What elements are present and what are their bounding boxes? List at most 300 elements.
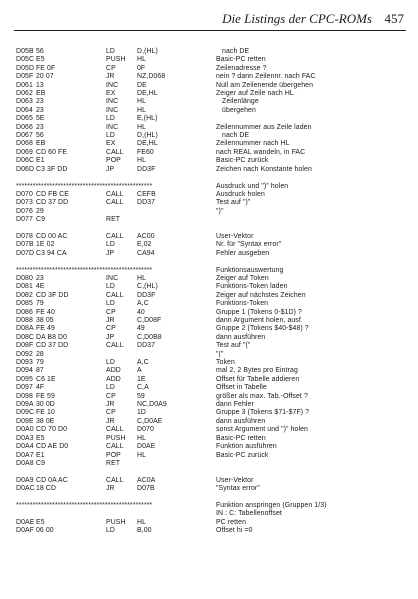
comment: nach REAL wandeln, in FAC [216, 148, 306, 156]
operand: DE,HL [137, 140, 158, 148]
comment: Offset für Tabelle addieren [216, 375, 300, 383]
comment: mal 2, 2 Bytes pro Eintrag [216, 367, 298, 375]
address: D05F [16, 73, 34, 81]
opcode-mnemonic: POP [106, 157, 121, 165]
machine-code-bytes: E5 [36, 518, 45, 526]
listing-line [16, 342, 408, 350]
comment: Gruppe 2 (Tokens $40-$48) ? [216, 325, 309, 333]
listing-line [16, 435, 408, 443]
listing-line [16, 334, 408, 342]
listing-line [16, 359, 408, 367]
address: D05D [16, 64, 35, 72]
machine-code-bytes: EB [36, 90, 46, 98]
address: D094 [16, 367, 33, 375]
comment: User-Vektor [216, 232, 254, 240]
machine-code-bytes: C6 1E [36, 375, 56, 383]
opcode-mnemonic: INC [106, 81, 119, 89]
comment: Zeilennummer nach HL [216, 140, 290, 148]
machine-code-bytes: 1E 02 [36, 241, 55, 249]
listing-line [16, 418, 408, 426]
machine-code-bytes: 23 [36, 123, 44, 131]
listing-line [16, 519, 408, 527]
opcode-mnemonic: CALL [106, 148, 124, 156]
comment: Basic-PC retten [216, 434, 266, 442]
listing-line [16, 443, 408, 451]
listing-line [16, 325, 408, 333]
address: D08A [16, 325, 34, 333]
machine-code-bytes: CD AE D0 [36, 443, 69, 451]
opcode-mnemonic: RET [106, 459, 121, 467]
address: D092 [16, 350, 33, 358]
machine-code-bytes: 06 00 [36, 527, 54, 535]
operand: D070 [137, 426, 154, 434]
comment: "Syntax error" [216, 485, 260, 493]
comment: "(" [216, 350, 224, 358]
address: D061 [16, 81, 33, 89]
opcode-mnemonic: POP [106, 451, 121, 459]
address: D06C [16, 157, 35, 165]
listing-line [16, 401, 408, 409]
operand: D0AE [137, 443, 156, 451]
opcode-mnemonic: EX [106, 140, 116, 148]
comment: Zeiger auf Zeile nach HL [216, 90, 294, 98]
machine-code-bytes: CD 00 AC [36, 232, 68, 240]
listing-line [16, 107, 408, 115]
comment: Ausdruck holen [216, 190, 265, 198]
comment: Zeilenadresse ? [216, 64, 267, 72]
opcode-mnemonic: CALL [106, 443, 124, 451]
section-separator [16, 183, 408, 191]
opcode-mnemonic: CALL [106, 199, 124, 207]
address: D077 [16, 216, 33, 224]
address: D081 [16, 283, 33, 291]
machine-code-bytes: 87 [36, 367, 44, 375]
address: D09A [16, 401, 34, 409]
opcode-mnemonic: INC [106, 123, 119, 131]
address: D0A4 [16, 443, 34, 451]
operand: HL [137, 451, 147, 459]
operand: A,C [137, 300, 149, 308]
operand: DD3F [137, 165, 156, 173]
comment: Gruppe 3 (Tokens $71-$7F) ? [216, 409, 310, 417]
listing-line [16, 65, 408, 73]
opcode-mnemonic: PUSH [106, 518, 126, 526]
address: D066 [16, 123, 33, 131]
opcode-mnemonic: CALL [106, 426, 124, 434]
machine-code-bytes: 38 0E [36, 417, 55, 425]
comment: Zeiger auf Token [216, 274, 269, 282]
blank-line [16, 225, 408, 233]
opcode-mnemonic: JR [106, 401, 115, 409]
comment: User-Vektor [216, 476, 254, 484]
operand: D,(HL) [137, 48, 158, 55]
operand: AC00 [137, 232, 155, 240]
listing-line [16, 98, 408, 106]
listing-line [16, 199, 408, 207]
comment: ")" [216, 207, 224, 215]
comment: Funktions-Token laden [216, 283, 288, 291]
listing-line [16, 241, 408, 249]
address: D097 [16, 384, 33, 392]
address: D07B [16, 241, 34, 249]
blank-line [16, 258, 408, 266]
opcode-mnemonic: JR [106, 485, 115, 493]
machine-code-bytes: 23 [36, 274, 44, 282]
opcode-mnemonic: CP [106, 325, 116, 333]
listing-line [16, 90, 408, 98]
opcode-mnemonic: JP [106, 333, 115, 341]
comment: Token [216, 359, 235, 367]
address: D082 [16, 291, 33, 299]
comment: nach DE [216, 132, 250, 140]
comment: nach DE [216, 48, 250, 55]
comment: Fehler ausgeben [216, 249, 270, 257]
address: D05C [16, 56, 35, 64]
address: D05B [16, 48, 34, 55]
address: D078 [16, 232, 33, 240]
machine-code-bytes: E5 [36, 434, 45, 442]
address: D0A9 [16, 476, 34, 484]
section-note-text: IN : C: Tabellenoffset [216, 510, 282, 518]
machine-code-bytes: 56 [36, 132, 44, 140]
page-number: 457 [384, 11, 404, 26]
separator-stars: ************************************************* [16, 501, 153, 509]
machine-code-bytes: E1 [36, 157, 45, 165]
comment: dann Argument holen, ausf. [216, 317, 303, 324]
operand: C,D0B8 [137, 333, 162, 341]
machine-code-bytes: 28 [36, 350, 44, 358]
machine-code-bytes: C9 [36, 459, 46, 467]
operand: NC,D0A9 [137, 401, 167, 409]
comment: Gruppe 1 (Tokens 0-$1D) ? [216, 308, 302, 316]
listing-line [16, 216, 408, 224]
section-separator [16, 267, 408, 275]
comment: Funktions-Token [216, 300, 269, 308]
listing-line [16, 157, 408, 165]
machine-code-bytes: E1 [36, 451, 45, 459]
machine-code-bytes: C3 94 CA [36, 249, 67, 257]
operand: C,D0AE [137, 417, 163, 425]
listing-line [16, 132, 408, 140]
operand: D07B [137, 485, 155, 493]
machine-code-bytes: 4E [36, 283, 45, 291]
operand: HL [137, 434, 147, 442]
listing-line [16, 351, 408, 359]
comment: Offset in Tabelle [216, 384, 267, 392]
operand: C,D08F [137, 317, 162, 324]
assembler-listing [16, 48, 408, 536]
machine-code-bytes: CD FB CE [36, 190, 69, 198]
machine-code-bytes: EB [36, 140, 46, 148]
operand: 49 [137, 325, 145, 333]
listing-line [16, 73, 408, 81]
listing-line [16, 283, 408, 291]
machine-code-bytes: FE 0F [36, 64, 56, 72]
operand: NZ,D068 [137, 73, 166, 81]
address: D064 [16, 106, 33, 114]
address: D0A3 [16, 434, 34, 442]
operand: 0F [137, 64, 146, 72]
address: D08C [16, 333, 35, 341]
section-note [16, 510, 408, 518]
operand: CA94 [137, 249, 155, 257]
opcode-mnemonic: CALL [106, 232, 124, 240]
opcode-mnemonic: JR [106, 417, 115, 425]
operand: A,C [137, 359, 149, 367]
listing-line [16, 460, 408, 468]
machine-code-bytes: 23 [36, 106, 44, 114]
address: D068 [16, 140, 33, 148]
machine-code-bytes: 20 07 [36, 73, 54, 81]
machine-code-bytes: E5 [36, 56, 45, 64]
operand: HL [137, 56, 147, 64]
operand: A [137, 367, 142, 375]
opcode-mnemonic: CP [106, 64, 116, 72]
operand: 1E [137, 375, 146, 383]
machine-code-bytes: 5E [36, 115, 45, 123]
operand: DD3F [137, 291, 156, 299]
comment: Offset hi =0 [216, 527, 253, 535]
listing-line [16, 82, 408, 90]
operand: E,02 [137, 241, 152, 249]
machine-code-bytes: 38 05 [36, 317, 54, 324]
opcode-mnemonic: CP [106, 308, 116, 316]
comment: Basic-PC retten [216, 56, 266, 64]
listing-line [16, 191, 408, 199]
operand: HL [137, 274, 147, 282]
machine-code-bytes: 13 [36, 81, 44, 89]
machine-code-bytes: CD 37 DD [36, 199, 69, 207]
operand: HL [137, 518, 147, 526]
opcode-mnemonic: LD [106, 241, 116, 249]
address: D085 [16, 300, 33, 308]
listing-line [16, 115, 408, 123]
section-separator [16, 502, 408, 510]
listing-line [16, 367, 408, 375]
machine-code-bytes: FE 49 [36, 325, 55, 333]
address: D0AE [16, 518, 35, 526]
opcode-mnemonic: EX [106, 90, 116, 98]
opcode-mnemonic: LD [106, 300, 116, 308]
machine-code-bytes: 30 0D [36, 401, 55, 409]
operand: B,00 [137, 527, 152, 535]
comment: Zeichen nach Konstante holen [216, 165, 312, 173]
address: D086 [16, 308, 33, 316]
address: D098 [16, 392, 33, 400]
section-title: Funktionsauswertung [216, 266, 284, 274]
opcode-mnemonic: LD [106, 359, 116, 367]
address: D065 [16, 115, 33, 123]
listing-line [16, 317, 408, 325]
comment: dann ausführen [216, 417, 266, 425]
operand: FE60 [137, 148, 154, 156]
blank-line [16, 174, 408, 182]
address: D088 [16, 317, 33, 324]
section-title: Ausdruck und ")" holen [216, 182, 289, 190]
separator-stars: ************************************************* [16, 182, 153, 190]
machine-code-bytes: FE 40 [36, 308, 55, 316]
listing-line [16, 275, 408, 283]
separator-stars: ************************************************* [16, 266, 153, 274]
address: D0A0 [16, 426, 34, 434]
comment: Zeiger auf nächstes Zeichen [216, 291, 306, 299]
page-header [14, 8, 406, 31]
operand: DE [137, 81, 147, 89]
running-title: Die Listings der CPC-ROMs [222, 11, 372, 26]
operand: HL [137, 157, 147, 165]
address: D095 [16, 375, 33, 383]
listing-line [16, 384, 408, 392]
comment: Basic-PC zurück [216, 157, 269, 165]
address: D067 [16, 132, 33, 140]
comment: PC retten [216, 518, 247, 526]
comment: größer als max. Tab.-Offset ? [216, 392, 308, 400]
opcode-mnemonic: PUSH [106, 56, 126, 64]
address: D076 [16, 207, 33, 215]
machine-code-bytes: FE 10 [36, 409, 55, 417]
listing-line [16, 300, 408, 308]
comment: übergehen [216, 106, 256, 114]
address: D0AC [16, 485, 35, 493]
listing-line [16, 309, 408, 317]
address: D09C [16, 409, 35, 417]
machine-code-bytes: CD 3F DD [36, 291, 69, 299]
operand: DE,HL [137, 90, 158, 98]
machine-code-bytes: 23 [36, 98, 44, 106]
opcode-mnemonic: ADD [106, 367, 121, 375]
listing-line [16, 477, 408, 485]
listing-line [16, 56, 408, 64]
listing-line [16, 527, 408, 535]
machine-code-bytes: CD 60 FE [36, 148, 68, 156]
opcode-mnemonic: LD [106, 115, 116, 123]
listing-line [16, 166, 408, 174]
opcode-mnemonic: RET [106, 216, 121, 224]
comment: Funktion ausführen [216, 443, 277, 451]
operand: HL [137, 123, 147, 131]
opcode-mnemonic: INC [106, 274, 119, 282]
listing-line [16, 485, 408, 493]
machine-code-bytes: 29 [36, 207, 44, 215]
listing-line [16, 292, 408, 300]
address: D08F [16, 342, 34, 350]
address: D073 [16, 199, 33, 207]
operand: HL [137, 98, 147, 106]
machine-code-bytes: 4F [36, 384, 45, 392]
address: D0AF [16, 527, 35, 535]
listing-line [16, 124, 408, 132]
comment: Null am Zeilenende übergehen [216, 81, 314, 89]
opcode-mnemonic: LD [106, 48, 116, 55]
section-title: Funktion anspringen (Gruppen 1/3) [216, 501, 327, 509]
address: D093 [16, 359, 33, 367]
opcode-mnemonic: JP [106, 165, 115, 173]
comment: Test auf ")" [216, 199, 251, 207]
machine-code-bytes: CD 70 D0 [36, 426, 68, 434]
address: D062 [16, 90, 33, 98]
opcode-mnemonic: JP [106, 249, 115, 257]
operand: 1D [137, 409, 147, 417]
opcode-mnemonic: CALL [106, 190, 124, 198]
machine-code-bytes: DA B8 D0 [36, 333, 68, 341]
opcode-mnemonic: JR [106, 73, 115, 81]
address: D06D [16, 165, 35, 173]
comment: dann Fehler [216, 401, 254, 409]
address: D069 [16, 148, 33, 156]
listing-line [16, 233, 408, 241]
address: D080 [16, 274, 33, 282]
listing-line [16, 409, 408, 417]
comment: Test auf "(" [216, 342, 251, 350]
opcode-mnemonic: INC [106, 106, 119, 114]
machine-code-bytes: 18 CD [36, 485, 57, 493]
machine-code-bytes: CD 0A AC [36, 476, 68, 484]
listing-line [16, 149, 408, 157]
operand: AC0A [137, 476, 156, 484]
listing-line [16, 393, 408, 401]
opcode-mnemonic: CALL [106, 291, 124, 299]
address: D063 [16, 98, 33, 106]
comment: sonst Argument und ")" holen [216, 426, 308, 434]
machine-code-bytes: 79 [36, 359, 44, 367]
machine-code-bytes: 79 [36, 300, 44, 308]
opcode-mnemonic: INC [106, 98, 119, 106]
listing-line [16, 376, 408, 384]
listing-line [16, 208, 408, 216]
address: D0A8 [16, 459, 34, 467]
operand: C,(HL) [137, 283, 158, 291]
opcode-mnemonic: LD [106, 283, 116, 291]
address: D07D [16, 249, 35, 257]
listing-line [16, 140, 408, 148]
opcode-mnemonic: LD [106, 132, 116, 140]
operand: 40 [137, 308, 145, 316]
machine-code-bytes: C9 [36, 216, 46, 224]
blank-line [16, 494, 408, 502]
operand: DD37 [137, 199, 156, 207]
listing-line [16, 452, 408, 460]
opcode-mnemonic: CP [106, 392, 116, 400]
blank-line [16, 468, 408, 476]
comment: Nr. für "Syntax error" [216, 241, 282, 249]
opcode-mnemonic: CALL [106, 476, 124, 484]
operand: DD37 [137, 342, 156, 350]
address: D070 [16, 190, 33, 198]
comment: Zeilennummer aus Zeile laden [216, 123, 312, 131]
operand: D,(HL) [137, 132, 158, 140]
opcode-mnemonic: PUSH [106, 434, 126, 442]
machine-code-bytes: CD 37 DD [36, 342, 69, 350]
opcode-mnemonic: JR [106, 317, 115, 324]
address: D0A7 [16, 451, 34, 459]
opcode-mnemonic: LD [106, 384, 116, 392]
comment: Zeilenlänge [216, 98, 259, 106]
listing-line [16, 250, 408, 258]
opcode-mnemonic: CP [106, 409, 116, 417]
listing-line [16, 426, 408, 434]
opcode-mnemonic: LD [106, 527, 116, 535]
opcode-mnemonic: ADD [106, 375, 121, 383]
listing-line [16, 48, 408, 56]
machine-code-bytes: 56 [36, 48, 44, 55]
operand: E,(HL) [137, 115, 158, 123]
address: D09E [16, 417, 34, 425]
machine-code-bytes: C3 3F DD [36, 165, 68, 173]
machine-code-bytes: FE 59 [36, 392, 55, 400]
operand: CEFB [137, 190, 156, 198]
comment: dann ausführen [216, 333, 266, 341]
comment: nein ? dann Zeilennr. nach FAC [216, 73, 316, 81]
